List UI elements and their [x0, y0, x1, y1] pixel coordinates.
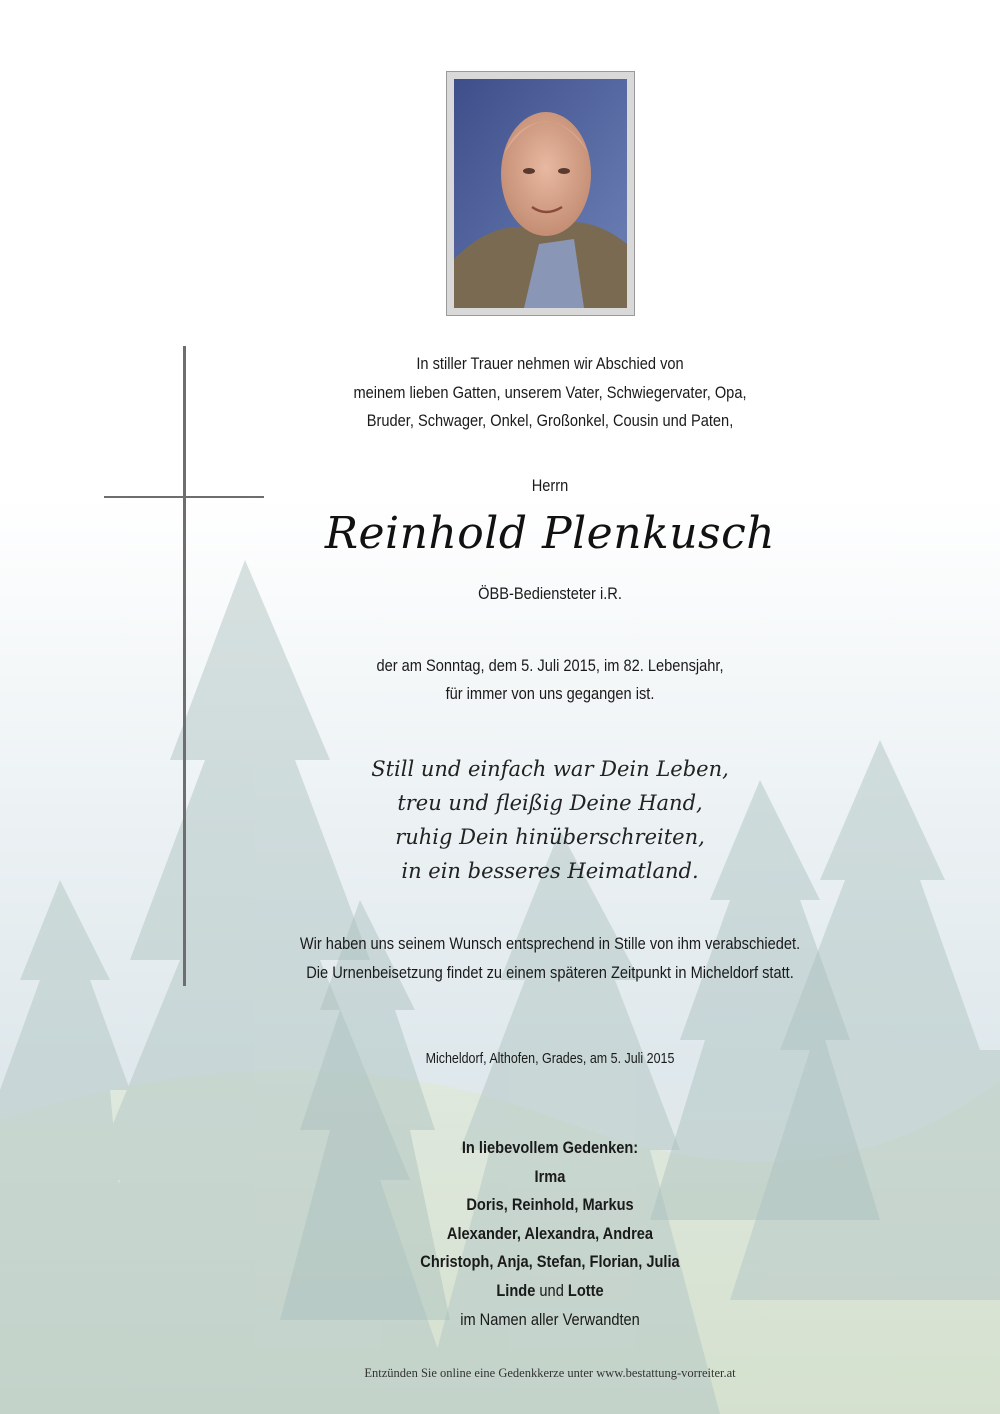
- footer-note: Entzünden Sie online eine Gedenkkerze unter www.bestattung-vorreiter.at: [364, 1366, 736, 1380]
- poem-line: treu und fleißig Deine Hand,: [397, 791, 703, 815]
- farewell-line: Die Urnenbeisetzung findet zu einem späteren Zeitpunkt in Micheldorf statt.: [306, 962, 794, 982]
- intro-text: [250, 350, 850, 436]
- mourner-line: Irma: [534, 1166, 566, 1186]
- portrait-photo: [446, 71, 635, 316]
- poem-line: Still und einfach war Dein Leben,: [371, 757, 729, 781]
- intro-line: meinem lieben Gatten, unserem Vater, Schwiegervater, Opa,: [353, 382, 747, 402]
- death-notice: [250, 652, 850, 708]
- mourner-line: Alexander, Alexandra, Andrea: [446, 1223, 654, 1243]
- portrait-image: [454, 79, 627, 308]
- death-notice-line: für immer von uns gegangen ist.: [445, 684, 655, 703]
- intro-line: In stiller Trauer nehmen wir Abschied von: [416, 354, 684, 373]
- occupation: ÖBB-Bediensteter i.R.: [478, 584, 622, 603]
- poem-line: in ein besseres Heimatland.: [401, 859, 699, 883]
- farewell-text: [150, 930, 950, 987]
- mourner-name: Linde: [496, 1280, 536, 1300]
- mourners-list: [250, 1134, 850, 1334]
- salutation: Herrn: [531, 476, 569, 495]
- cross-symbol-crossbar: [104, 496, 264, 498]
- mourner-line-pets: [292, 1277, 808, 1306]
- place-date: Micheldorf, Althofen, Grades, am 5. Juli 2015: [425, 1051, 675, 1067]
- death-notice-line: der am Sonntag, dem 5. Juli 2015, im 82. Lebensjahr,: [376, 656, 724, 675]
- mourner-line: Doris, Reinhold, Markus: [466, 1195, 634, 1215]
- farewell-line: Wir haben uns seinem Wunsch entsprechend in Stille von ihm verabschiedet.: [299, 934, 801, 953]
- mourner-name: Lotte: [567, 1280, 604, 1300]
- cross-symbol: [183, 346, 186, 986]
- poem: [250, 752, 850, 888]
- mourner-conjunction: und: [535, 1280, 568, 1300]
- mourner-line: Christoph, Anja, Stefan, Florian, Julia: [420, 1252, 680, 1272]
- poem-line: ruhig Dein hinüberschreiten,: [395, 825, 705, 849]
- mourners-heading: In liebevollem Gedenken:: [461, 1138, 639, 1157]
- mourners-closing: im Namen aller Verwandten: [460, 1309, 640, 1329]
- deceased-name: Reinhold Plenkusch: [324, 508, 776, 559]
- intro-line: Bruder, Schwager, Onkel, Großonkel, Cousin und Paten,: [366, 411, 734, 430]
